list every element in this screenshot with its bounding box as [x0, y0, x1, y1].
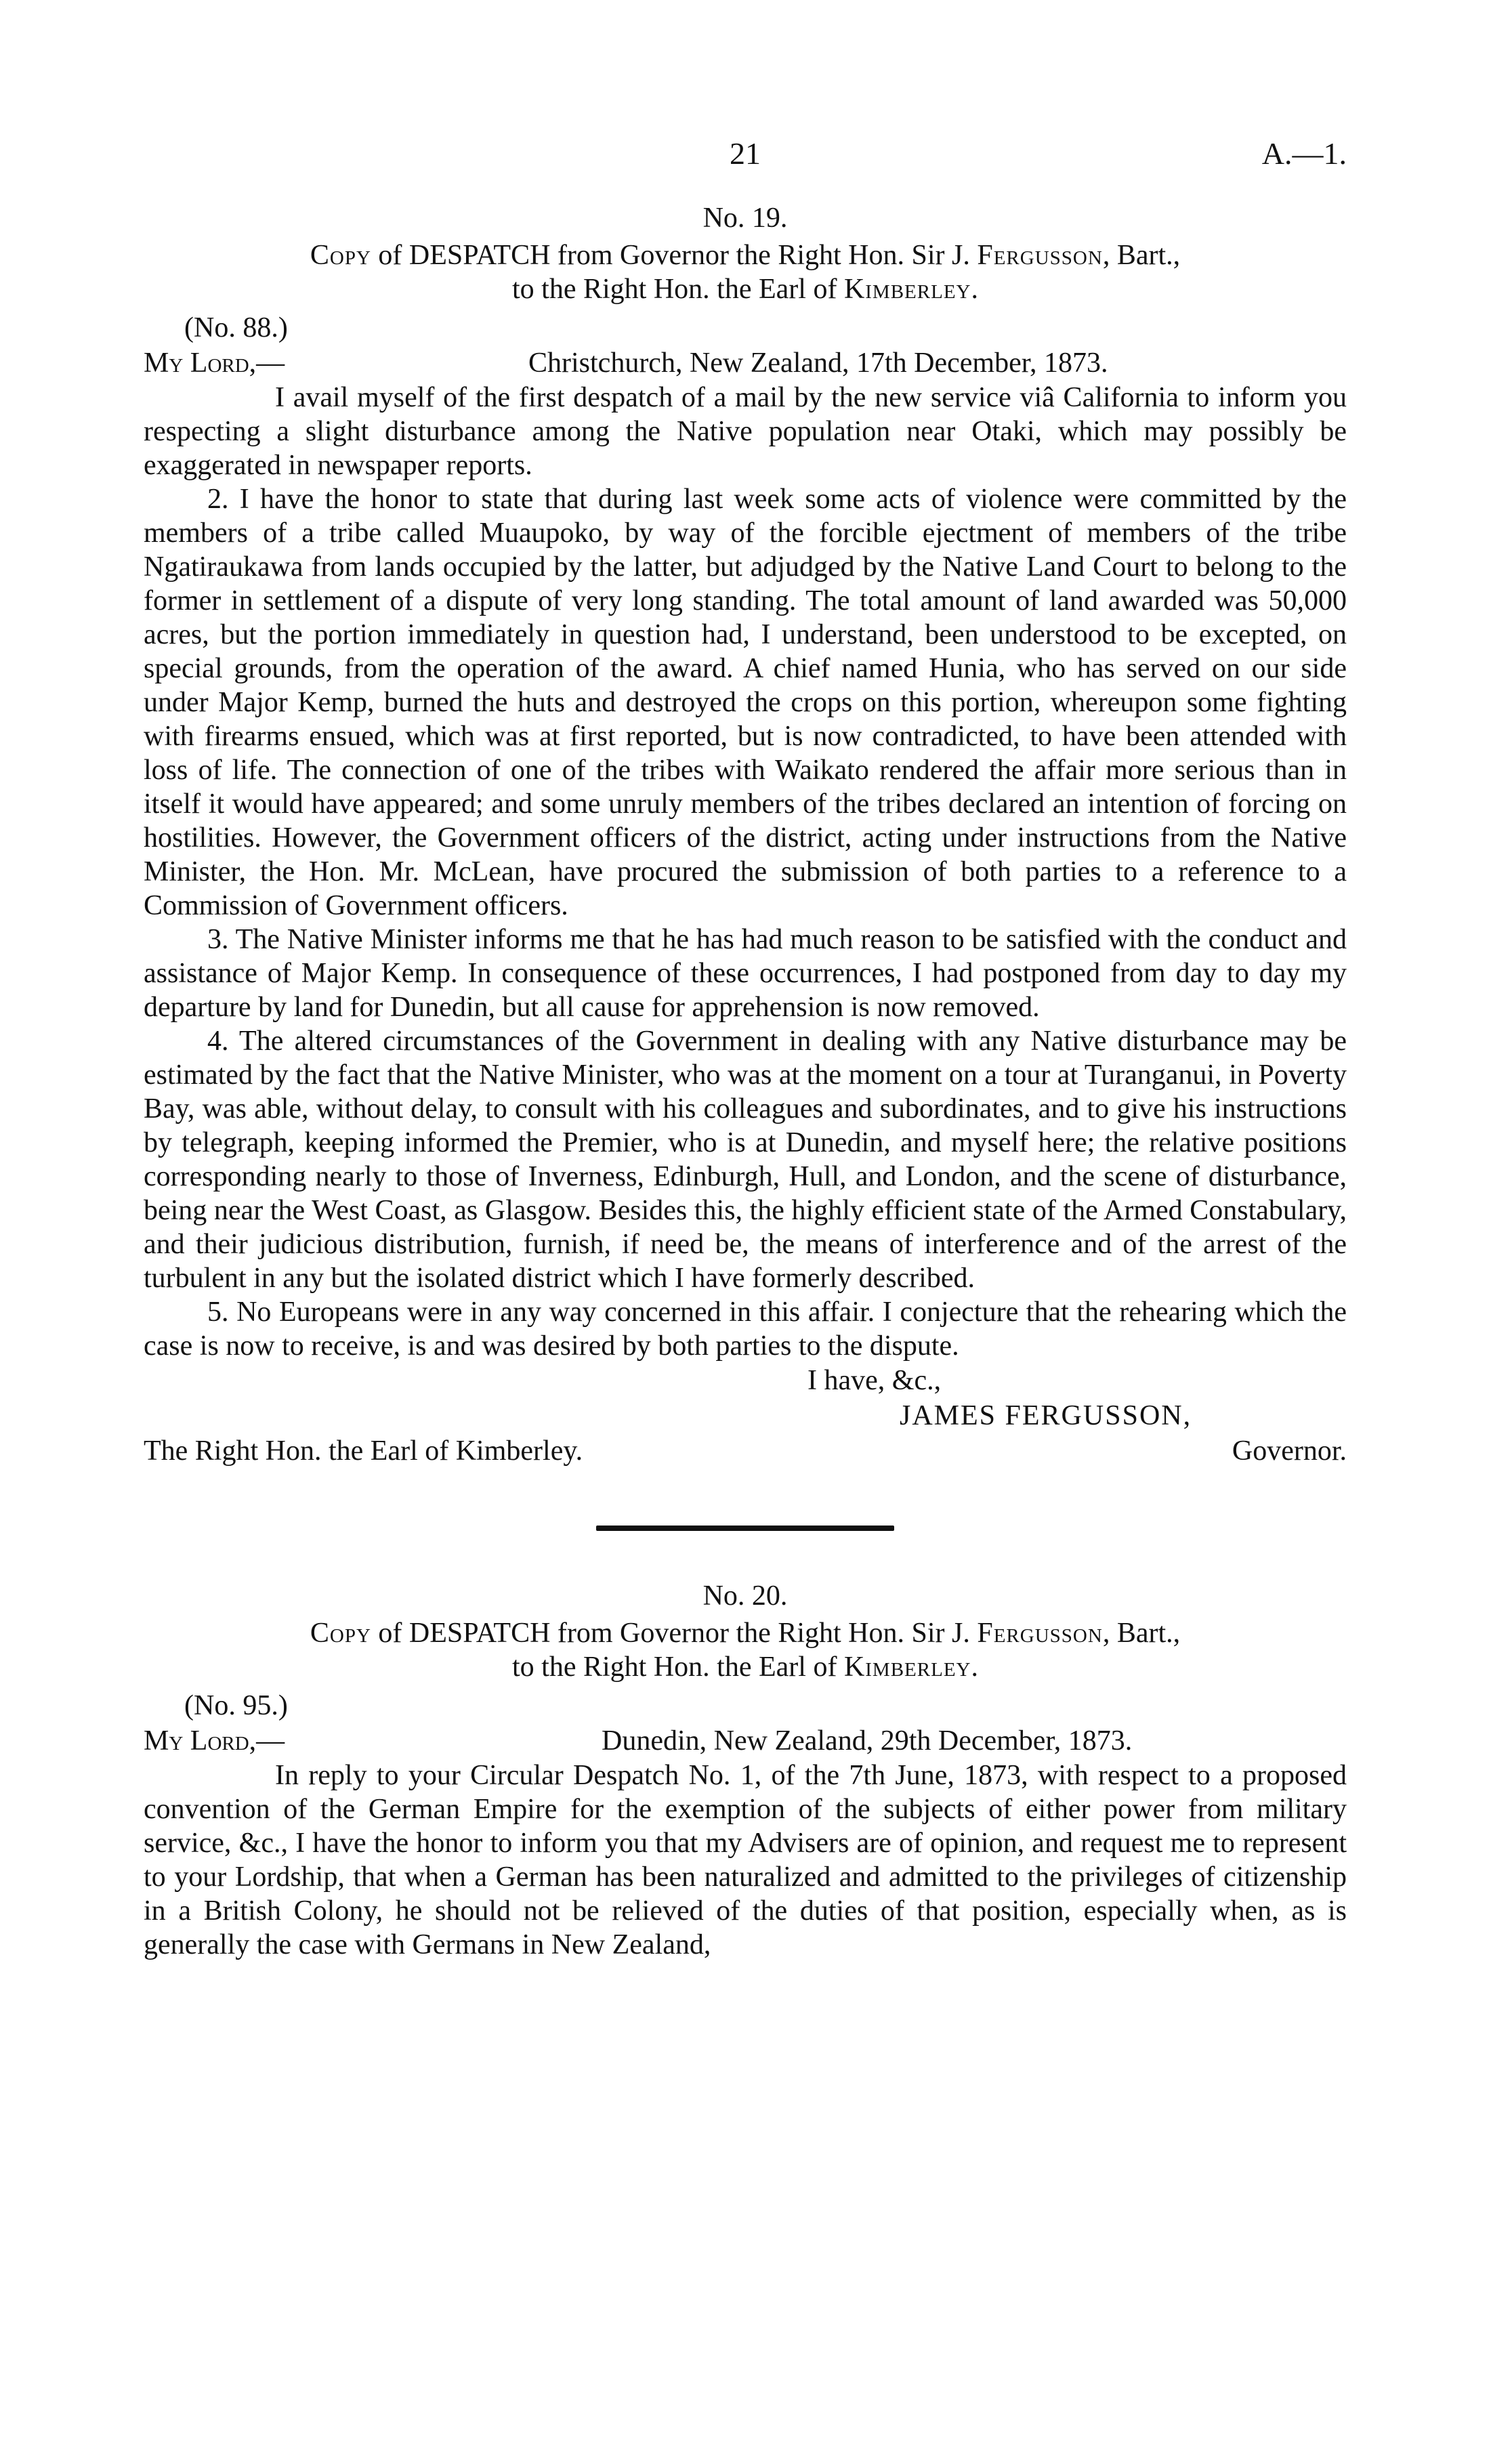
- despatch-number: No. 20.: [702, 1580, 788, 1612]
- document-reference: A.—1.: [1261, 136, 1347, 171]
- salutation-line: [144, 1723, 1347, 1759]
- signatory-role: Governor.: [1232, 1435, 1347, 1467]
- salutation-line: [144, 345, 1347, 381]
- paragraph: I avail myself of the first despatch of a mail by the new service viâ California to inform you respecting a slight disturbance among the Native population near Otaki, which may possibly be exaggerated in newspaper reports.: [144, 382, 1347, 481]
- despatch-code: (No. 88.): [184, 312, 288, 343]
- salutation: My Lord,—: [144, 1725, 285, 1757]
- addressee: The Right Hon. the Earl of Kimberley.: [144, 1435, 583, 1467]
- closing: I have, &c.,: [807, 1365, 942, 1396]
- despatch-title: Copy of DESPATCH from Governor the Right Hon. Sir J. Fergusson, Bart., to the Right Hon. the Earl of Kimberley.: [310, 1618, 1181, 1683]
- paragraph: 2. I have the honor to state that during last week some acts of violence were committed by the members of a tribe called Muaupoko, by way of the forcible ejectment of members of the tribe Ngatiraukawa from lands occupied by the latter, but adjudged by the Native Land Court to belong to the former in settlement of a dispute of very long standing. The total amount of land awarded was 50,000 acres, but the portion immediately in question had, I understand, been understood to be excepted, on special grounds, from the operation of the award. A chief named Hunia, who has served on our side under Major Kemp, burned the huts and destroyed the crops on this portion, whereupon some fighting with firearms ensued, which was at first reported, but is now contradicted, to have been attended with loss of life. The connection of one of the tribes with Waikato rendered the affair more serious than in itself it would have appeared; and some unruly members of the tribes declared an intention of forcing on hostilities. However, the Government officers of the district, acting under instructions from the Native Minister, the Hon. Mr. McLean, have procured the submission of both parties to a reference to a Commission of Government officers.: [144, 484, 1347, 921]
- despatch-title: Copy of DESPATCH from Governor the Right Hon. Sir J. Fergusson, Bart., to the Right Hon. the Earl of Kimberley.: [310, 240, 1181, 305]
- signatory: JAMES FERGUSSON,: [900, 1400, 1192, 1431]
- despatch-19: [144, 202, 1347, 1469]
- paragraph: 3. The Native Minister informs me that he has had much reason to be satisfied with the conduct and assistance of Major Kemp. In consequence of these occurrences, I had postponed from day to day my departure by land for Dunedin, but all cause for apprehension is now removed.: [144, 924, 1347, 1023]
- document-page: [144, 135, 1347, 1962]
- despatch-code: (No. 95.): [184, 1690, 288, 1721]
- paragraph: In reply to your Circular Despatch No. 1, of the 7th June, 1873, with respect to a proposed convention of the German Empire for the exemption of the subjects of either power from military service, &c., I have the honor to inform you that my Advisers are of opinion, and request me to represent to your Lordship, that when a German has been naturalized and admitted to the privileges of citizenship in a British Colony, he should not be relieved of the duties of that position, especially when, as is generally the case with Germans in New Zealand,: [144, 1760, 1347, 1960]
- page-header: [144, 135, 1347, 176]
- paragraph: 5. No Europeans were in any way concerned in this affair. I conjecture that the rehearing which the case is now to receive, is and was desired by both parties to the dispute.: [144, 1297, 1347, 1362]
- place-date: Dunedin, New Zealand, 29th December, 1873.: [602, 1725, 1133, 1757]
- signature-block: [144, 1363, 1347, 1469]
- section-divider: [596, 1526, 894, 1531]
- page-number: 21: [730, 136, 761, 171]
- salutation: My Lord,—: [144, 348, 285, 379]
- despatch-number: No. 19.: [702, 203, 788, 234]
- despatch-20: [144, 1580, 1347, 1962]
- paragraph: 4. The altered circumstances of the Government in dealing with any Native disturbance may be estimated by the fact that the Native Minister, who was at the moment on a tour at Turanganui, in Poverty Bay, was able, without delay, to consult with his colleagues and subordinates, and to give his instructions by telegraph, keeping informed the Premier, who is at Dunedin, and myself here; the relative positions corresponding nearly to those of Inverness, Edinburgh, Hull, and London, and the scene of disturbance, being near the West Coast, as Glasgow. Besides this, the highly efficient state of the Armed Constabulary, and their judicious distribution, furnish, if need be, the means of interference and of the arrest of the turbulent in any but the isolated district which I have formerly described.: [144, 1026, 1347, 1294]
- place-date: Christchurch, New Zealand, 17th December, 1873.: [528, 348, 1108, 379]
